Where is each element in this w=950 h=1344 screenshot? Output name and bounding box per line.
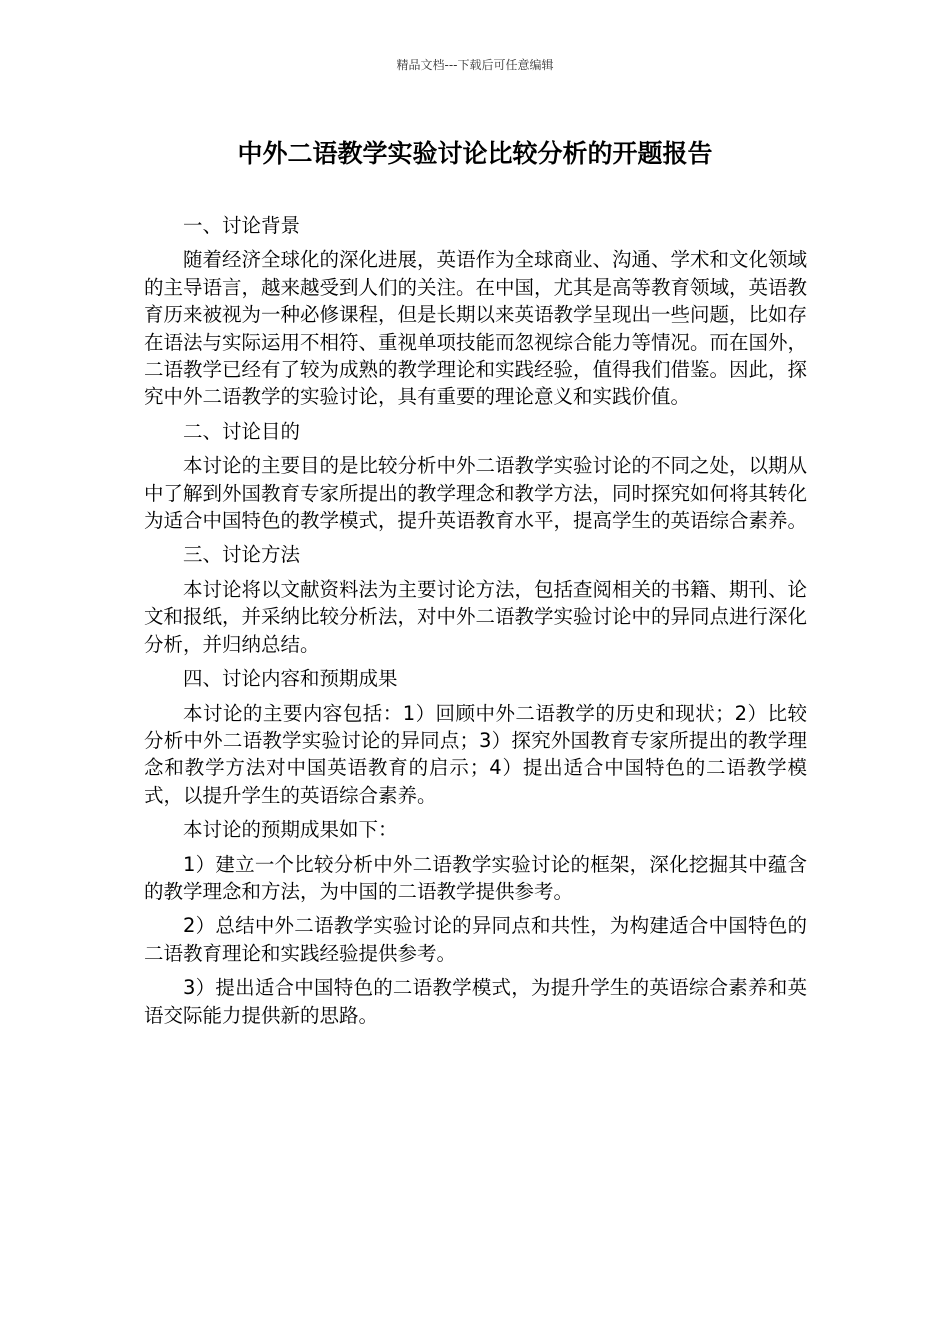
paragraph-expected-intro: 本讨论的预期成果如下： [183, 818, 398, 842]
section-heading-background: 一、讨论背景 [183, 214, 301, 237]
paragraph-purpose: 本讨论的主要目的是比较分析中外二语教学实验讨论的不同之处，以期从中了解到外国教育专家所提出的教学理念和教学方法，同时探究如何将其转化为适合中国特色的教学模式，提升英语教育水平，提高学生的英语综合素养。 [144, 454, 808, 533]
document-body [144, 212, 807, 1036]
section-heading-content: 四、讨论内容和预期成果 [183, 667, 398, 691]
section-heading-purpose: 二、讨论目的 [183, 419, 301, 443]
paragraph-background: 随着经济全球化的深化进展，英语作为全球商业、沟通、学术和文化领域的主导语言，越来越受到人们的关注。在中国，尤其是高等教育领域，英语教育历来被视为一种必修课程，但是长期以来英语教学呈现出一些问题，比如存在语法与实际运用不相符、重视单项技能而忽视综合能力等情况。而在国外，二语教学已经有了较为成熟的教学理论和实践经验，值得我们借鉴。因此，探究中外二语教学的实验讨论，具有重要的理论意义和实践价值。 [144, 248, 808, 409]
list-item-outcome-2: 2）总结中外二语教学实验讨论的异同点和共性，为构建适合中国特色的二语教育理论和实践经验提供参考。 [144, 914, 807, 965]
paragraph-method: 本讨论将以文献资料法为主要讨论方法，包括查阅相关的书籍、期刊、论文和报纸，并采纳比较分析法，对中外二语教学实验讨论中的异同点进行深化分析，并归纳总结。 [144, 577, 808, 656]
section-heading-method: 三、讨论方法 [183, 543, 301, 567]
document-title: 中外二语教学实验讨论比较分析的开题报告 [237, 139, 713, 168]
list-item-outcome-1: 1）建立一个比较分析中外二语教学实验讨论的框架，深化挖掘其中蕴含的教学理念和方法，为中国的二语教学提供参考。 [144, 852, 807, 903]
list-item-outcome-3: 3）提出适合中国特色的二语教学模式，为提升学生的英语综合素养和英语交际能力提供新的思路。 [144, 976, 807, 1027]
paragraph-content: 本讨论的主要内容包括：1）回顾中外二语教学的历史和现状；2）比较分析中外二语教学实验讨论的异同点；3）探究外国教育专家所提出的教学理念和教学方法对中国英语教育的启示；4）提出适合中国特色的二语教学模式，以提升学生的英语综合素养。 [144, 701, 807, 807]
header-note: 精品文档---下载后可任意编辑 [396, 58, 554, 72]
